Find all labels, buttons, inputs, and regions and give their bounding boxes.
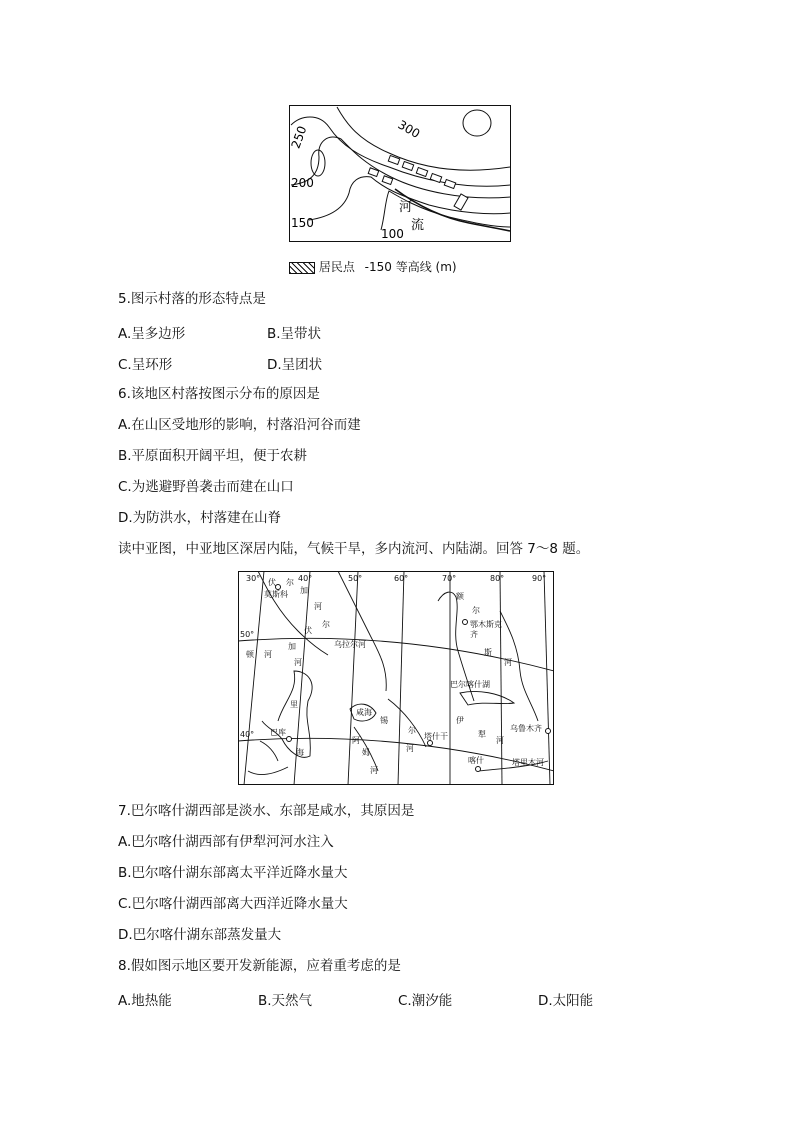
q8-option-a: A.地热能 [118, 993, 172, 1009]
q7-stem: 7.巴尔喀什湖西部是淡水、东部是咸水，其原因是 [118, 803, 415, 819]
contour-map-svg [289, 105, 511, 242]
q5-stem: 5.图示村落的形态特点是 [118, 291, 266, 307]
contour-legend-value: -150 [364, 260, 392, 274]
label-balkhash: 巴尔喀什湖 [450, 680, 490, 689]
lon-label-40: 40° [298, 574, 313, 583]
lon-label-80: 80° [490, 574, 505, 583]
lon-label-30: 30° [246, 574, 261, 583]
label-omsk: 鄂木斯克 [470, 620, 502, 629]
q6-option-c: C.为逃避野兽袭击而建在山口 [118, 479, 294, 495]
central-asia-map-svg [238, 571, 554, 785]
label-caspian-2: 海 [296, 748, 304, 757]
q5-option-b: B.呈带状 [267, 326, 322, 342]
river-label-2: 流 [411, 218, 425, 233]
q7-option-b: B.巴尔喀什湖东部离太平洋近降水量大 [118, 865, 348, 881]
label-volga-low-1: 伏 [304, 626, 312, 635]
label-volga-low-2: 尔 [322, 620, 330, 629]
lon-label-70: 70° [442, 574, 457, 583]
label-irtysh-1: 额 [456, 592, 464, 601]
label-volga-3: 加 [300, 586, 308, 595]
label-volga-1: 伏 [268, 578, 276, 587]
q8-option-d: D.太阳能 [538, 993, 594, 1009]
label-volga-2: 尔 [286, 578, 294, 587]
label-syr-2: 尔 [408, 726, 416, 735]
q6-option-b: B.平原面积开阔平坦，便于农耕 [118, 448, 308, 464]
central-asia-map [238, 571, 554, 785]
q5-option-a: A.呈多边形 [118, 326, 186, 342]
label-baku: 巴库 [270, 728, 286, 737]
label-amu-2: 姆 [362, 748, 370, 757]
label-irtysh-4: 斯 [484, 648, 492, 657]
label-irtysh-3: 齐 [470, 630, 478, 639]
label-moscow: 莫斯科 [264, 590, 288, 599]
label-don-2: 河 [264, 650, 272, 659]
q7-option-c: C.巴尔喀什湖西部离大西洋近降水量大 [118, 896, 348, 912]
label-urumqi: 乌鲁木齐 [510, 724, 542, 733]
lon-label-90: 90° [532, 574, 547, 583]
lat-label-50: 50° [240, 630, 255, 639]
contour-label-250: 250 [289, 124, 310, 151]
q6-option-d: D.为防洪水，村落建在山脊 [118, 510, 282, 526]
contour-map-legend [289, 258, 519, 276]
label-aral: 咸海 [356, 708, 372, 717]
lat-label-40: 40° [240, 730, 255, 739]
label-caspian-1: 里 [290, 700, 298, 709]
label-tarim: 塔里木河 [512, 758, 544, 767]
label-irtysh-2: 尔 [472, 606, 480, 615]
contour-label-150: 150 [291, 216, 314, 230]
lon-label-50: 50° [348, 574, 363, 583]
label-syr-1: 锡 [380, 716, 388, 725]
q8-stem: 8.假如图示地区要开发新能源，应着重考虑的是 [118, 958, 401, 974]
q8-option-c: C.潮汐能 [398, 993, 453, 1009]
contour-label-300: 300 [395, 117, 423, 142]
q5-option-c: C.呈环形 [118, 357, 173, 373]
lon-label-60: 60° [394, 574, 409, 583]
label-ili-3: 河 [496, 736, 504, 745]
label-volga-4: 河 [314, 602, 322, 611]
label-volga-low-4: 河 [294, 658, 302, 667]
q7-option-a: A.巴尔喀什湖西部有伊犁河河水注入 [118, 834, 334, 850]
contour-label-100: 100 [381, 227, 404, 241]
settlement-legend-label: 居民点 [318, 260, 355, 274]
label-irtysh-5: 河 [504, 658, 512, 667]
intro-text: 读中亚图，中亚地区深居内陆，气候干旱，多内流河、内陆湖。回答 7～8 题。 [118, 541, 590, 557]
contour-map [289, 105, 511, 242]
label-tashkent: 塔什干 [424, 732, 448, 741]
q5-option-d: D.呈团状 [267, 357, 323, 373]
q8-option-b: B.天然气 [258, 993, 313, 1009]
label-amu-3: 河 [370, 766, 378, 775]
label-syr-3: 河 [406, 744, 414, 753]
river-label-1: 河 [399, 200, 413, 215]
q6-stem: 6.该地区村落按图示分布的原因是 [118, 386, 320, 402]
label-kashgar: 喀什 [468, 756, 484, 765]
label-ural: 乌拉尔河 [334, 640, 366, 649]
label-don-1: 顿 [246, 650, 254, 659]
contour-legend-label: 等高线 (m) [395, 260, 457, 274]
label-volga-low-3: 加 [288, 642, 296, 651]
label-ili-2: 犁 [478, 730, 486, 739]
q7-option-d: D.巴尔喀什湖东部蒸发量大 [118, 927, 282, 943]
label-ili-1: 伊 [456, 716, 464, 725]
q6-option-a: A.在山区受地形的影响，村落沿河谷而建 [118, 417, 361, 433]
contour-label-200: 200 [291, 176, 314, 190]
settlement-legend-swatch [289, 262, 315, 274]
label-amu-1: 阿 [352, 736, 360, 745]
